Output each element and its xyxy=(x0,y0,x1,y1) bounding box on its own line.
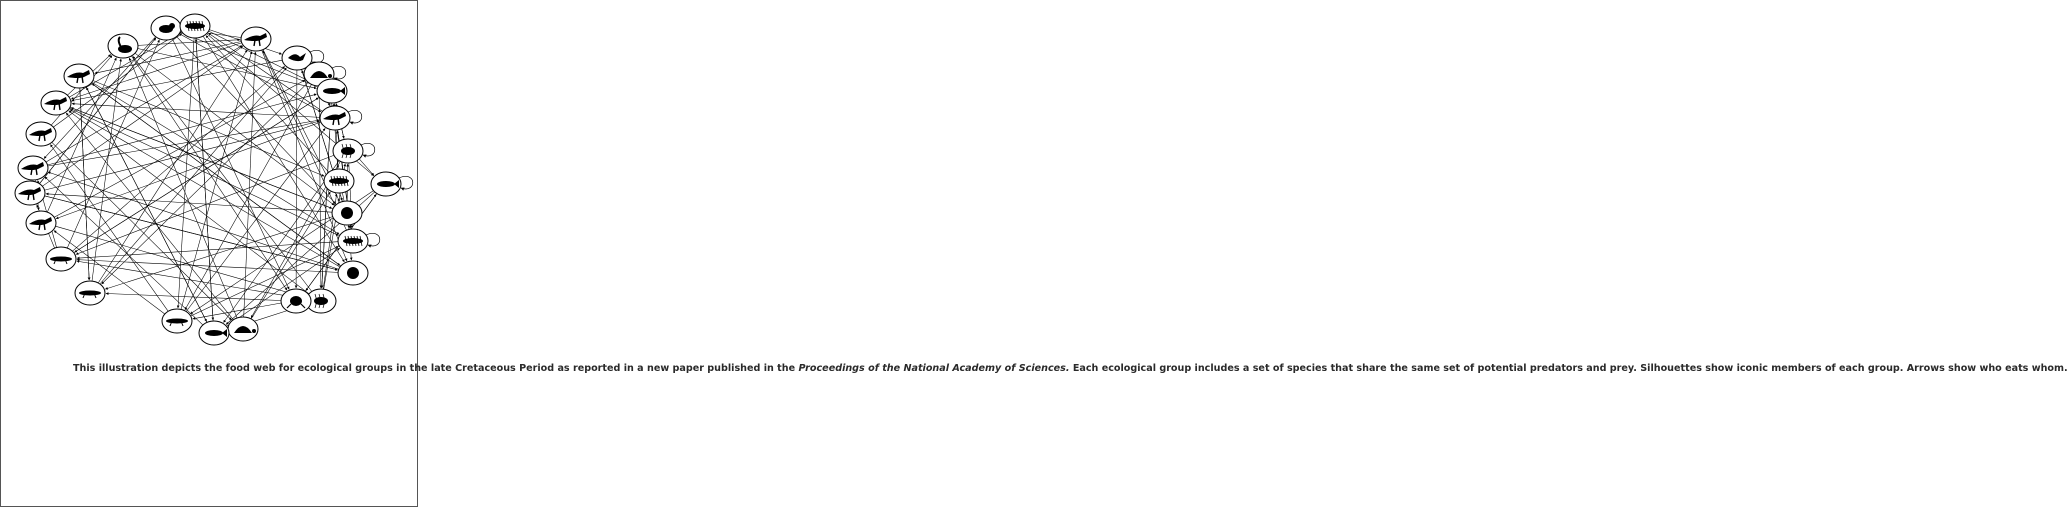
predation-arrow xyxy=(98,50,247,283)
seed-icon xyxy=(347,267,359,279)
group-node-plant-frond xyxy=(180,14,210,38)
group-node-fish-long xyxy=(371,172,401,196)
predation-arrow xyxy=(70,108,339,235)
ecological-groups xyxy=(15,14,401,345)
predation-arrow xyxy=(54,80,305,217)
group-node-turtle xyxy=(228,317,258,341)
group-node-detritus xyxy=(332,201,362,225)
group-node-dinosaur-large xyxy=(320,106,350,130)
group-node-tyrannosaur xyxy=(26,122,56,146)
predation-arrow xyxy=(227,248,340,326)
group-node-gar xyxy=(199,321,229,345)
group-node-salamander xyxy=(46,247,76,271)
predation-arrow xyxy=(244,52,256,317)
group-node-fern xyxy=(324,169,354,193)
group-node-triceratops xyxy=(15,181,45,205)
predation-arrow xyxy=(54,231,165,314)
predation-arrow xyxy=(71,43,242,99)
group-node-lizard xyxy=(75,281,105,305)
predation-arrow xyxy=(193,303,281,319)
group-node-mammal xyxy=(151,16,181,40)
group-node-leaf xyxy=(338,229,368,253)
predation-arrow xyxy=(177,37,336,204)
group-node-crocodile xyxy=(162,309,192,333)
figure-caption xyxy=(73,362,2068,375)
predation-arrow xyxy=(105,217,332,290)
group-node-ornithomimid xyxy=(64,64,94,88)
predation-arrow xyxy=(72,60,283,100)
food-web-diagram xyxy=(1,1,417,356)
group-node-frog xyxy=(281,289,311,313)
detritus-icon xyxy=(341,207,353,219)
predation-arrow xyxy=(100,68,287,284)
group-node-fish-small xyxy=(317,79,347,103)
group-node-seed xyxy=(338,261,368,285)
group-node-sauropod xyxy=(108,34,138,58)
group-node-hadrosaur xyxy=(18,156,48,180)
predation-arrow xyxy=(196,39,213,321)
predation-arrow xyxy=(77,260,338,273)
group-node-ankylosaur xyxy=(26,211,56,235)
group-node-raptor xyxy=(241,27,271,51)
predation-arrow xyxy=(86,87,207,322)
journal-name: Proceedings of the National Academy of Sciences. xyxy=(798,363,1070,374)
predation-arrow xyxy=(50,145,168,312)
group-node-beetle xyxy=(333,139,363,163)
predation-arrow xyxy=(359,159,374,176)
group-node-pachycephalosaur xyxy=(41,91,71,115)
predation-arrow xyxy=(46,194,332,212)
predation-arrow xyxy=(72,104,320,118)
caption-text-1: This illustration depicts the food web for ecological groups in the late Cretaceous Period as reported in a new paper published in the xyxy=(73,363,799,374)
predation-arrow xyxy=(92,59,121,281)
caption-text-2: Each ecological group includes a set of species that share the same set of potential predators and prey. Silhouettes show iconic members of each group. Arrows show who eats whom. xyxy=(1069,363,2068,374)
predation-arrow xyxy=(91,83,340,265)
predation-arrow xyxy=(185,84,312,309)
